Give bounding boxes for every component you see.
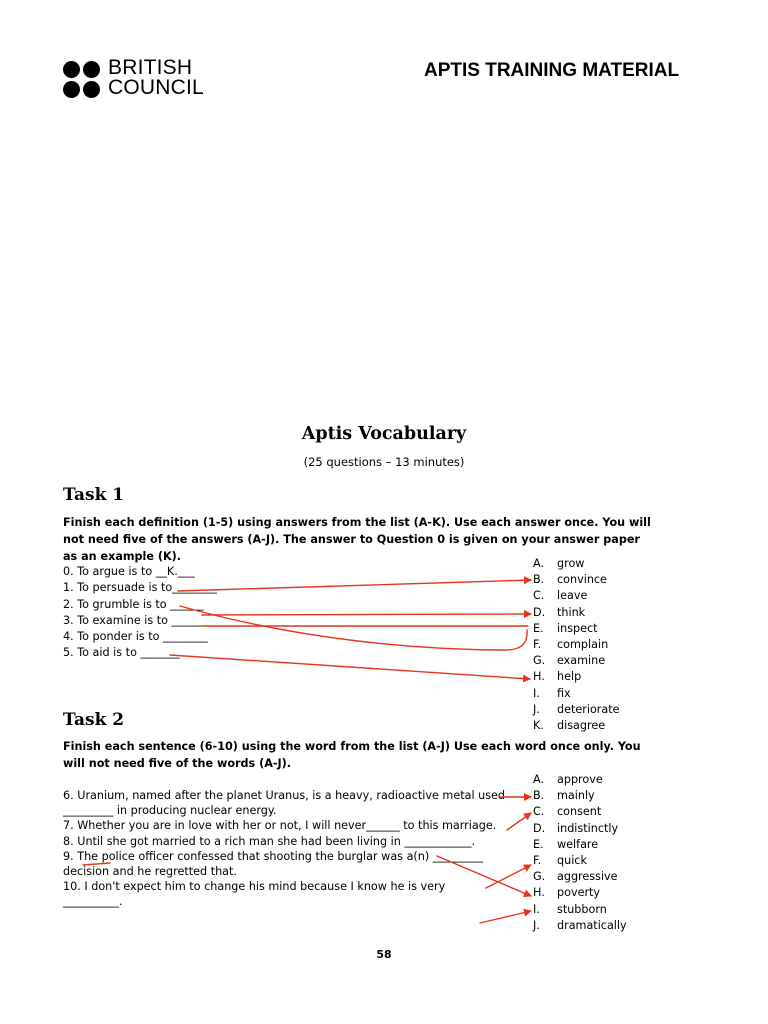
british-council-logo-icon bbox=[63, 61, 103, 98]
list-item: G. examine bbox=[533, 654, 606, 668]
task-1-question: 3. To examine is to _________ bbox=[63, 613, 222, 627]
list-item: A. approve bbox=[533, 773, 603, 786]
task-1-instructions: Finish each definition (1-5) using answers from the list (A-K). Use each answer once. You will not need five of the answers (A-J). The answer to Question 0 is given on your answer paper as an example (K). bbox=[63, 516, 651, 563]
list-item: J. deteriorate bbox=[533, 702, 620, 716]
list-item: J. dramatically bbox=[533, 918, 627, 932]
brand-line-1: BRITISH bbox=[108, 56, 193, 79]
document-title: Aptis Vocabulary bbox=[301, 424, 467, 444]
task-2-question: 7. Whether you are in love with her or not, I will never______ to this marriage. bbox=[63, 819, 497, 833]
list-item: D. think bbox=[533, 605, 586, 619]
task-1-questions bbox=[63, 564, 222, 662]
list-item: I. stubborn bbox=[533, 902, 607, 916]
task-2-question: 8. Until she got married to a rich man she had been living in ____________. bbox=[63, 834, 476, 848]
task-1-question: 4. To ponder is to ________ bbox=[63, 630, 208, 644]
brand-line-2: COUNCIL bbox=[108, 76, 204, 99]
task-2-questions bbox=[63, 788, 508, 910]
task-1-question: 1. To persuade is to________ bbox=[63, 581, 217, 595]
task-2-instructions: Finish each sentence (6-10) using the word from the list (A-J) Use each word once only. You will not need five of the words (A-J). bbox=[63, 740, 641, 770]
annotation-line bbox=[202, 614, 531, 615]
task-1-question: 0. To argue is to __K.___ bbox=[63, 565, 195, 578]
task-2-options bbox=[533, 772, 627, 934]
list-item: B. convince bbox=[533, 573, 607, 587]
task-1-question: 5. To aid is to _______ bbox=[63, 646, 180, 660]
page-number: 58 bbox=[376, 948, 392, 961]
task-1-heading: Task 1 bbox=[63, 485, 125, 505]
header-title: APTIS TRAINING MATERIAL bbox=[424, 60, 680, 81]
annotation-line bbox=[480, 911, 531, 923]
list-item: F. quick bbox=[533, 854, 587, 868]
task-2-question: 6. Uranium, named after the planet Uranus, is a heavy, radioactive metal used _________ in producing nuclear energy. bbox=[63, 789, 506, 818]
task-2-question: 9. The police officer confessed that shooting the burglar was a(n) _________ decision and he regretted that. bbox=[63, 849, 484, 879]
list-item: C. leave bbox=[533, 589, 588, 603]
list-item: F. complain bbox=[533, 638, 609, 652]
list-item: D. indistinctly bbox=[533, 821, 619, 835]
annotation-line bbox=[180, 606, 527, 650]
annotation-line bbox=[170, 655, 530, 679]
task-1-options bbox=[533, 556, 620, 734]
list-item: A. grow bbox=[533, 557, 585, 570]
brand-name bbox=[108, 58, 204, 98]
list-item: I. fix bbox=[533, 686, 571, 700]
list-item: B. mainly bbox=[533, 789, 595, 803]
list-item: H. help bbox=[533, 670, 582, 684]
task-1-question: 2. To grumble is to ______ bbox=[63, 597, 204, 611]
list-item: C. consent bbox=[533, 805, 602, 819]
list-item: E. welfare bbox=[533, 837, 599, 851]
list-item: K. disagree bbox=[533, 719, 606, 733]
document-subtitle: (25 questions – 13 minutes) bbox=[303, 455, 465, 469]
annotation-line bbox=[178, 580, 531, 591]
task-2-heading: Task 2 bbox=[63, 710, 125, 730]
list-item: H. poverty bbox=[533, 886, 601, 900]
annotation-line bbox=[507, 813, 531, 830]
task-2-question: 10. I don't expect him to change his mind because I know he is very __________. bbox=[63, 880, 446, 909]
list-item: E. inspect bbox=[533, 621, 598, 635]
list-item: G. aggressive bbox=[533, 870, 618, 884]
